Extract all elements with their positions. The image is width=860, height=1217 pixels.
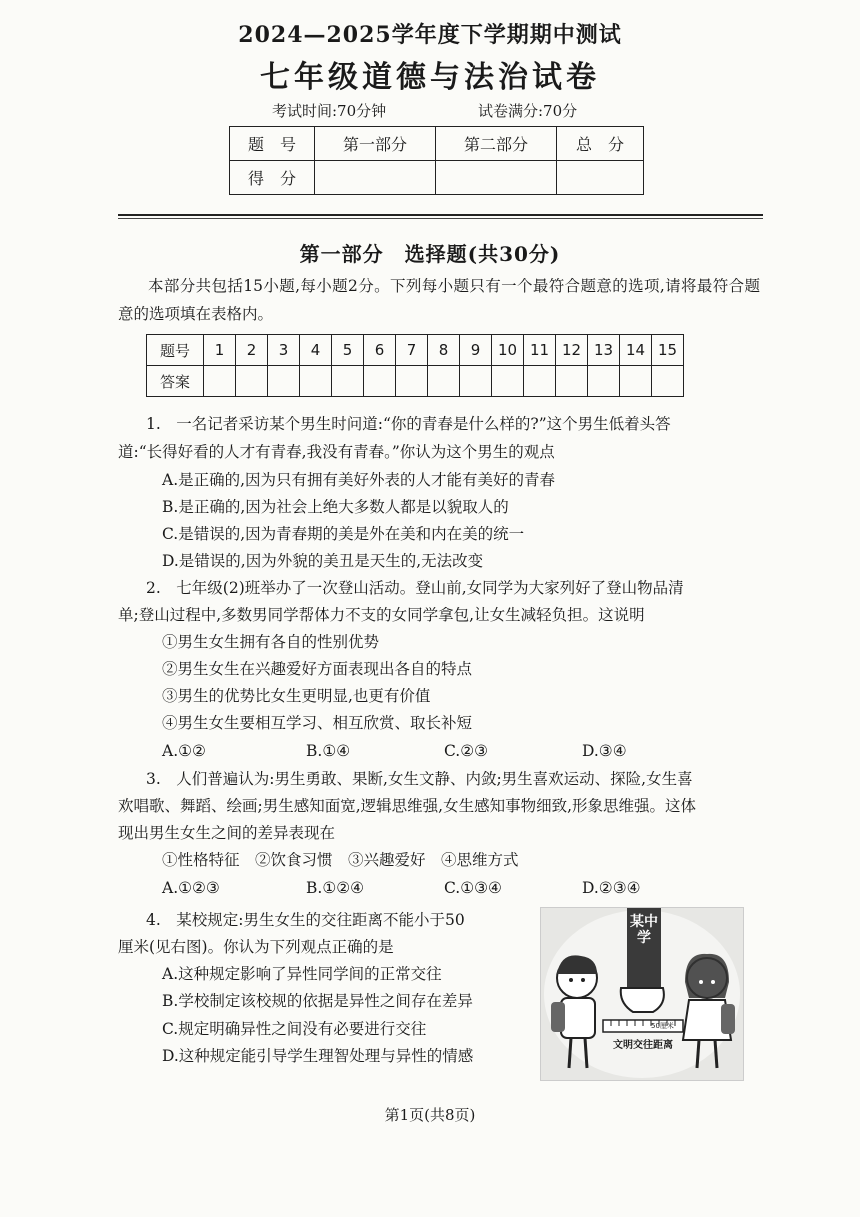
answer-table-number: 10 [492,335,524,366]
answer-cell[interactable] [204,366,236,397]
hand-icon [621,988,664,1012]
q2-option-a[interactable]: A.①② [162,742,206,760]
answer-table [146,334,684,397]
answer-cell[interactable] [460,366,492,397]
answer-cell[interactable] [236,366,268,397]
q4-stem-line1: 4. 某校规定:男生女生的交往距离不能小于50 [146,911,465,929]
answer-cell[interactable] [652,366,684,397]
q2-option-b[interactable]: B.①④ [306,742,351,760]
exam-title-line2: 七年级道德与法治试卷 [260,60,600,95]
answer-cell[interactable] [300,366,332,397]
q3-option-b[interactable]: B.①②④ [306,879,365,897]
q1-stem-line2: 道:“长得好看的人才有青春,我没有青春。”你认为这个男生的观点 [118,443,555,461]
answer-table-label-no: 题号 [147,335,204,366]
q2-statement-1: ①男生女生拥有各自的性别优势 [162,633,380,651]
q4-stem-line2: 厘米(见右图)。你认为下列观点正确的是 [118,938,394,956]
q1-option-a[interactable]: A.是正确的,因为只有拥有美好外表的人才能有美好的青春 [162,471,556,489]
q4-option-a[interactable]: A.这种规定影响了异性同学间的正常交往 [162,965,442,983]
page-footer: 第1页(共8页) [384,1106,476,1124]
score-cell-part1[interactable] [315,161,436,195]
q3-stem-line1: 3. 人们普遍认为:男生勇敢、果断,女生文静、内敛;男生喜欢运动、探险,女生喜 [146,770,693,788]
score-table-header-no: 题 号 [230,127,315,161]
q3-option-a[interactable]: A.①②③ [162,879,220,897]
q2-statement-3: ③男生的优势比女生更明显,也更有价值 [162,687,431,705]
q1-stem-line1: 1. 一名记者采访某个男生时问道:“你的青春是什么样的?”这个男生低着头答 [146,415,671,433]
answer-table-number: 2 [236,335,268,366]
answer-cell[interactable] [492,366,524,397]
divider-rule-thin [118,218,763,219]
q1-option-b[interactable]: B.是正确的,因为社会上绝大多数人都是以貌取人的 [162,498,509,516]
q2-stem-line1: 2. 七年级(2)班举办了一次登山活动。登山前,女同学为大家列好了登山物品清 [146,579,684,597]
answer-cell[interactable] [268,366,300,397]
answer-cell[interactable] [524,366,556,397]
answer-table-number: 7 [396,335,428,366]
answer-cell[interactable] [332,366,364,397]
q2-option-c[interactable]: C.②③ [444,742,489,760]
score-table-header-part1: 第一部分 [315,127,436,161]
answer-table-number: 11 [524,335,556,366]
part1-instruction-text: 本部分共包括15小题,每小题2分。下列每小题只有一个最符合题意的选项,请将最符合题意的选项填在表格内。 [118,277,760,323]
score-table-label-score: 得 分 [230,161,315,195]
answer-cell[interactable] [428,366,460,397]
q2-statement-2: ②男生女生在兴趣爱好方面表现出各自的特点 [162,660,473,678]
q3-stem-line3: 现出男生女生之间的差异表现在 [118,824,336,842]
answer-table-number: 4 [300,335,332,366]
answer-table-number: 15 [652,335,684,366]
answer-table-number: 13 [588,335,620,366]
q2-option-d[interactable]: D.③④ [582,742,627,760]
sign-text: 某中学 [630,914,658,946]
q3-option-c[interactable]: C.①③④ [444,879,502,897]
exam-title-line1: 2024—2025学年度下学期期中测试 [238,22,622,48]
exam-time: 考试时间:70分钟 [272,102,387,120]
q3-statements: ①性格特征 ②饮食习惯 ③兴趣爱好 ④思维方式 [162,851,519,869]
q3-stem-line2: 欢唱歌、舞蹈、绘画;男生感知面宽,逻辑思维强,女生感知事物细致,形象思维强。这体 [118,797,697,815]
part1-heading: 第一部分 选择题(共30分) [299,242,561,266]
answer-cell[interactable] [364,366,396,397]
q4-option-b[interactable]: B.学校制定该校规的依据是异性之间存在差异 [162,992,473,1010]
score-table-header-part2: 第二部分 [436,127,557,161]
answer-table-number: 1 [204,335,236,366]
part1-instruction [118,272,760,328]
answer-table-number: 14 [620,335,652,366]
q2-stem-line2: 单;登山过程中,多数男同学帮体力不支的女同学拿包,让女生减轻负担。这说明 [118,606,645,624]
ruler-label: 50厘米 [651,1022,674,1030]
q3-option-d[interactable]: D.②③④ [582,879,641,897]
score-table [229,126,644,195]
q4-option-c[interactable]: C.规定明确异性之间没有必要进行交往 [162,1020,427,1038]
answer-table-number: 5 [332,335,364,366]
answer-cell[interactable] [588,366,620,397]
distance-cartoon-figure [540,907,744,1081]
q2-statement-4: ④男生女生要相互学习、相互欣赏、取长补短 [162,714,473,732]
answer-table-number: 6 [364,335,396,366]
divider-rule [118,214,763,216]
full-score: 试卷满分:70分 [478,102,578,120]
answer-cell[interactable] [556,366,588,397]
q1-option-d[interactable]: D.是错误的,因为外貌的美丑是天生的,无法改变 [162,552,484,570]
answer-table-label-answer: 答案 [147,366,204,397]
answer-cell[interactable] [620,366,652,397]
q4-option-d[interactable]: D.这种规定能引导学生理智处理与异性的情感 [162,1047,474,1065]
answer-table-number: 9 [460,335,492,366]
answer-table-number: 3 [268,335,300,366]
figure-caption: 文明交往距离 [613,1040,673,1051]
answer-table-number: 8 [428,335,460,366]
score-cell-part2[interactable] [436,161,557,195]
answer-cell[interactable] [396,366,428,397]
q1-option-c[interactable]: C.是错误的,因为青春期的美是外在美和内在美的统一 [162,525,525,543]
answer-table-number: 12 [556,335,588,366]
score-table-header-total: 总 分 [557,127,644,161]
score-cell-total[interactable] [557,161,644,195]
